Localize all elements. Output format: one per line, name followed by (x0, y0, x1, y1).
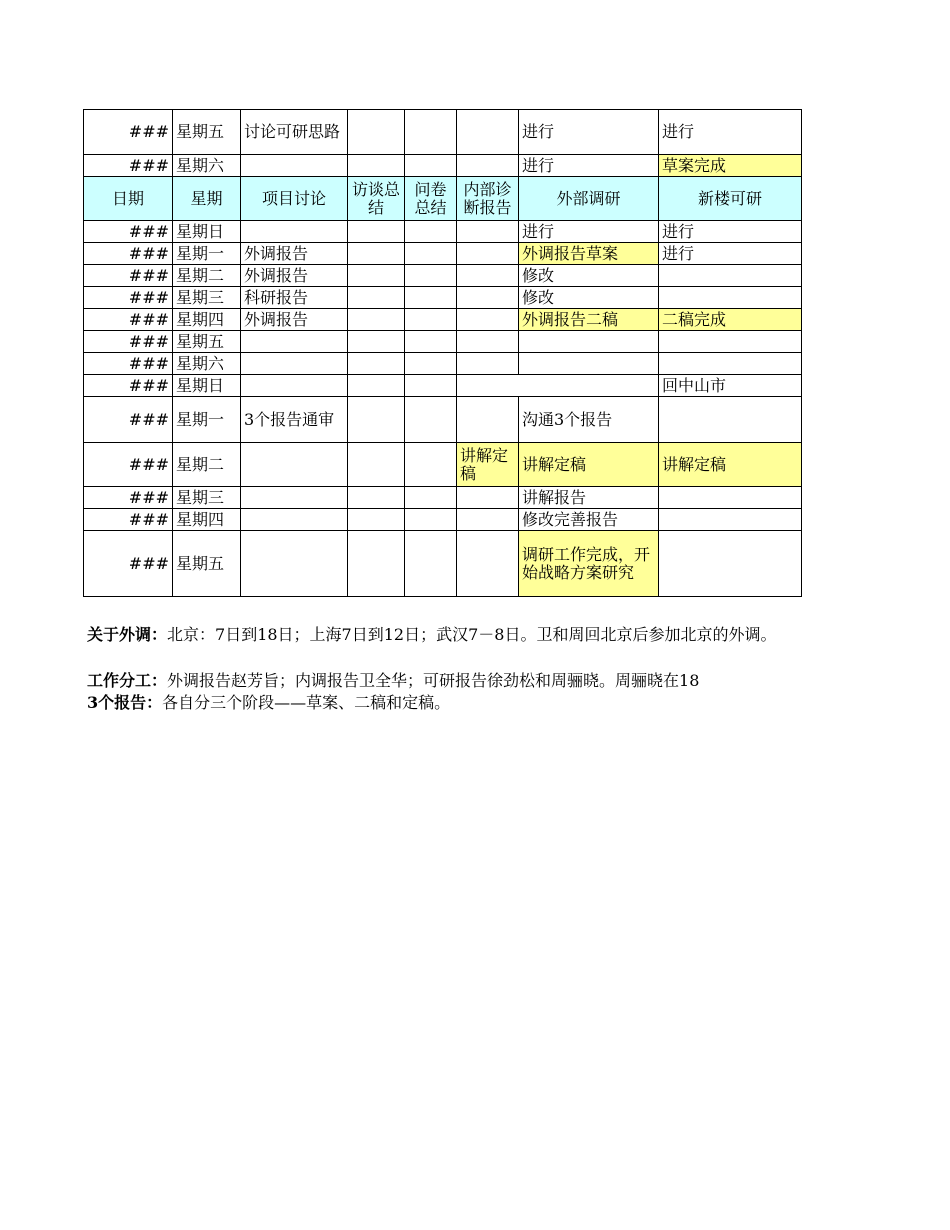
weekday-cell[interactable]: 星期三 (173, 487, 241, 509)
interview-cell[interactable] (348, 155, 405, 177)
external-cell[interactable] (519, 331, 659, 353)
new-building-cell[interactable]: 进行 (659, 110, 802, 155)
table-row (84, 110, 802, 155)
external-cell[interactable]: 进行 (519, 221, 659, 243)
weekday-cell[interactable]: 星期六 (173, 155, 241, 177)
table-row (84, 353, 802, 375)
weekday-cell[interactable]: 星期六 (173, 353, 241, 375)
survey-cell[interactable] (405, 243, 457, 265)
new-building-cell[interactable]: 讲解定稿 (659, 443, 802, 487)
external-cell[interactable] (519, 353, 659, 375)
weekday-cell[interactable]: 星期一 (173, 397, 241, 443)
internal-cell[interactable] (457, 265, 519, 287)
weekday-cell[interactable]: 星期日 (173, 221, 241, 243)
schedule-table (83, 109, 802, 597)
project-cell[interactable] (241, 531, 348, 597)
project-cell[interactable]: 外调报告 (241, 309, 348, 331)
weekday-cell[interactable]: 星期五 (173, 110, 241, 155)
survey-cell[interactable] (405, 309, 457, 331)
work-division-note-text: 外调报告赵芳旨；内调报告卫全华；可研报告徐劲松和周骊晓。周骊晓在18 (167, 671, 700, 690)
new-building-cell[interactable] (659, 287, 802, 309)
header-interview-summary[interactable]: 访谈总结 (348, 177, 405, 221)
external-cell[interactable]: 讲解定稿 (519, 443, 659, 487)
internal-cell[interactable] (457, 531, 519, 597)
project-cell[interactable]: 科研报告 (241, 287, 348, 309)
weekday-cell[interactable]: 星期五 (173, 331, 241, 353)
project-cell[interactable] (241, 443, 348, 487)
table-row (84, 509, 802, 531)
external-cell[interactable]: 沟通3个报告 (519, 397, 659, 443)
internal-cell[interactable] (457, 509, 519, 531)
date-cell[interactable]: ### (84, 353, 173, 375)
weekday-cell[interactable]: 星期五 (173, 531, 241, 597)
internal-cell[interactable] (457, 221, 519, 243)
internal-cell[interactable] (457, 243, 519, 265)
date-cell[interactable]: ### (84, 221, 173, 243)
table-row (84, 265, 802, 287)
survey-cell[interactable] (405, 287, 457, 309)
new-building-cell[interactable] (659, 353, 802, 375)
date-cell[interactable]: ### (84, 265, 173, 287)
interview-cell[interactable] (348, 509, 405, 531)
external-cell[interactable] (519, 375, 659, 397)
external-cell[interactable]: 修改 (519, 265, 659, 287)
header-weekday[interactable]: 星期 (173, 177, 241, 221)
survey-cell[interactable] (405, 509, 457, 531)
date-cell[interactable]: ### (84, 487, 173, 509)
internal-cell[interactable] (457, 155, 519, 177)
project-cell[interactable] (241, 155, 348, 177)
survey-cell[interactable] (405, 397, 457, 443)
project-cell[interactable] (241, 509, 348, 531)
new-building-cell[interactable]: 进行 (659, 221, 802, 243)
table-row (84, 221, 802, 243)
date-cell[interactable]: ### (84, 397, 173, 443)
survey-cell[interactable] (405, 221, 457, 243)
survey-cell[interactable] (405, 265, 457, 287)
interview-cell[interactable] (348, 531, 405, 597)
interview-cell[interactable] (348, 331, 405, 353)
interview-cell[interactable] (348, 375, 405, 397)
new-building-cell[interactable] (659, 531, 802, 597)
table-row (84, 243, 802, 265)
new-building-cell[interactable] (659, 397, 802, 443)
external-research-note-text: 北京：7日到18日；上海7日到12日；武汉7－8日。卫和周回北京后参加北京的外调。 (167, 625, 777, 644)
internal-cell[interactable] (457, 110, 519, 155)
date-cell[interactable]: ### (84, 287, 173, 309)
interview-cell[interactable] (348, 287, 405, 309)
date-cell[interactable]: ### (84, 155, 173, 177)
external-cell[interactable]: 外调报告草案 (519, 243, 659, 265)
header-external-research[interactable]: 外部调研 (519, 177, 659, 221)
weekday-cell[interactable]: 星期日 (173, 375, 241, 397)
new-building-cell[interactable]: 草案完成 (659, 155, 802, 177)
interview-cell[interactable] (348, 309, 405, 331)
reports-note-text: 各自分三个阶段——草案、二稿和定稿。 (162, 693, 451, 712)
table-row (84, 397, 802, 443)
project-cell[interactable] (241, 221, 348, 243)
table-row (84, 487, 802, 509)
external-cell[interactable]: 外调报告二稿 (519, 309, 659, 331)
date-cell[interactable]: ### (84, 531, 173, 597)
new-building-cell[interactable] (659, 487, 802, 509)
new-building-cell[interactable]: 回中山市 (659, 375, 802, 397)
date-cell[interactable]: ### (84, 443, 173, 487)
survey-cell[interactable] (405, 110, 457, 155)
interview-cell[interactable] (348, 110, 405, 155)
interview-cell[interactable] (348, 443, 405, 487)
external-cell[interactable]: 修改 (519, 287, 659, 309)
survey-cell[interactable] (405, 375, 457, 397)
table-row (84, 375, 802, 397)
weekday-cell[interactable]: 星期三 (173, 287, 241, 309)
internal-cell[interactable] (457, 397, 519, 443)
header-date[interactable]: 日期 (84, 177, 173, 221)
internal-cell[interactable] (457, 353, 519, 375)
reports-note-label: 3个报告： (87, 693, 163, 712)
date-cell[interactable]: ### (84, 243, 173, 265)
external-cell[interactable]: 修改完善报告 (519, 509, 659, 531)
header-row (84, 177, 802, 221)
external-cell[interactable]: 进行 (519, 110, 659, 155)
reports-note (87, 694, 807, 712)
internal-cell[interactable] (457, 331, 519, 353)
interview-cell[interactable] (348, 397, 405, 443)
date-cell[interactable]: ### (84, 309, 173, 331)
header-internal-diagnosis[interactable]: 内部诊断报告 (457, 177, 519, 221)
survey-cell[interactable] (405, 443, 457, 487)
weekday-cell[interactable]: 星期一 (173, 243, 241, 265)
table-row (84, 309, 802, 331)
work-division-note-label: 工作分工： (87, 671, 168, 690)
weekday-cell[interactable]: 星期四 (173, 509, 241, 531)
table-row (84, 331, 802, 353)
survey-cell[interactable] (405, 531, 457, 597)
date-cell[interactable]: ### (84, 375, 173, 397)
project-cell[interactable]: 外调报告 (241, 265, 348, 287)
date-cell[interactable]: ### (84, 331, 173, 353)
date-cell[interactable]: ### (84, 110, 173, 155)
survey-cell[interactable] (405, 155, 457, 177)
interview-cell[interactable] (348, 265, 405, 287)
table-row (84, 287, 802, 309)
project-cell[interactable]: 讨论可研思路 (241, 110, 348, 155)
survey-cell[interactable] (405, 487, 457, 509)
project-cell[interactable] (241, 487, 348, 509)
internal-cell[interactable] (457, 487, 519, 509)
internal-cell[interactable] (457, 375, 519, 397)
new-building-cell[interactable] (659, 331, 802, 353)
project-cell[interactable]: 外调报告 (241, 243, 348, 265)
project-cell[interactable]: 3个报告通审 (241, 397, 348, 443)
interview-cell[interactable] (348, 221, 405, 243)
date-cell[interactable]: ### (84, 509, 173, 531)
header-new-building[interactable]: 新楼可研 (659, 177, 802, 221)
weekday-cell[interactable]: 星期四 (173, 309, 241, 331)
external-cell[interactable]: 讲解报告 (519, 487, 659, 509)
new-building-cell[interactable]: 进行 (659, 243, 802, 265)
table-row (84, 155, 802, 177)
interview-cell[interactable] (348, 353, 405, 375)
header-survey-summary[interactable]: 问卷总结 (405, 177, 457, 221)
table-row (84, 531, 802, 597)
header-project-discussion[interactable]: 项目讨论 (241, 177, 348, 221)
new-building-cell[interactable] (659, 265, 802, 287)
project-cell[interactable] (241, 375, 348, 397)
interview-cell[interactable] (348, 487, 405, 509)
external-cell[interactable]: 调研工作完成，开始战略方案研究 (519, 531, 659, 597)
external-cell[interactable]: 进行 (519, 155, 659, 177)
internal-cell[interactable]: 讲解定稿 (457, 443, 519, 487)
survey-cell[interactable] (405, 331, 457, 353)
work-division-note (87, 672, 807, 690)
weekday-cell[interactable]: 星期二 (173, 265, 241, 287)
interview-cell[interactable] (348, 243, 405, 265)
internal-cell[interactable] (457, 287, 519, 309)
external-research-note-label: 关于外调： (87, 625, 168, 644)
new-building-cell[interactable]: 二稿完成 (659, 309, 802, 331)
project-cell[interactable] (241, 353, 348, 375)
survey-cell[interactable] (405, 353, 457, 375)
internal-cell[interactable] (457, 309, 519, 331)
external-research-note (87, 626, 807, 644)
table-row (84, 443, 802, 487)
new-building-cell[interactable] (659, 509, 802, 531)
weekday-cell[interactable]: 星期二 (173, 443, 241, 487)
project-cell[interactable] (241, 331, 348, 353)
